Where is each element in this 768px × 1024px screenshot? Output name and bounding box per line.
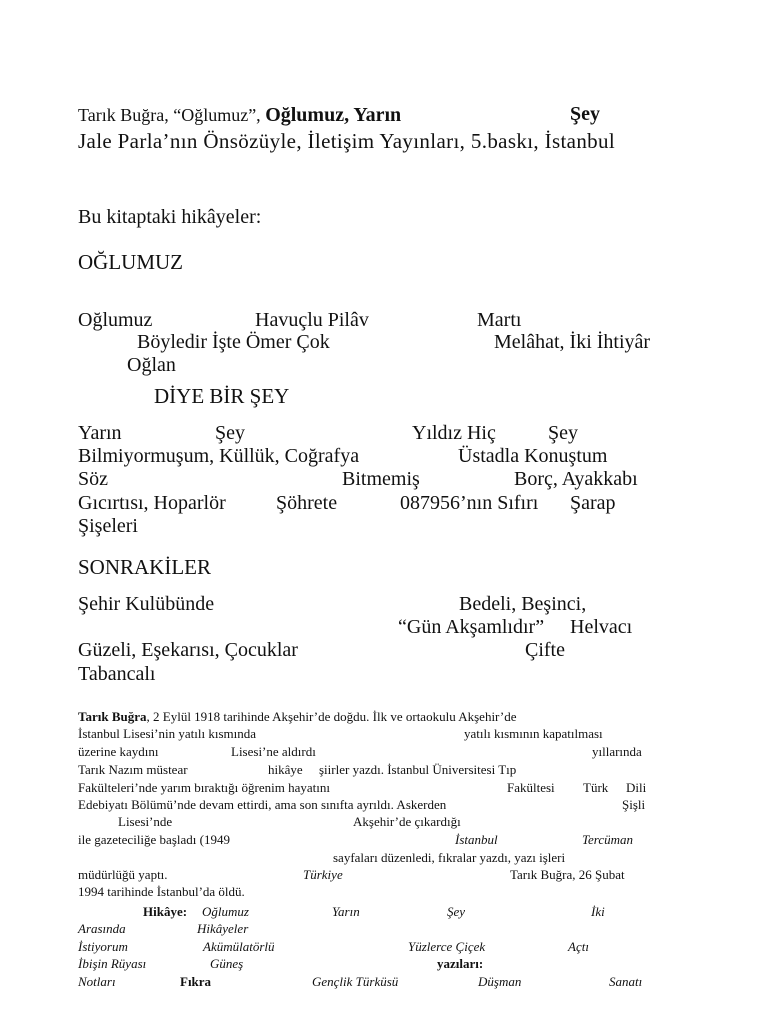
story-title: Şehir Kulübünde bbox=[78, 593, 215, 615]
section-heading-sonrakiler: SONRAKİLER bbox=[78, 555, 212, 579]
bio-text: ile gazeteciliğe başladı (1949 bbox=[78, 832, 230, 847]
works-hikaye-label: Hikâye: bbox=[143, 904, 188, 919]
story-title: Şey bbox=[215, 422, 245, 444]
story-title: Gıcırtısı, Hoparlör bbox=[78, 492, 226, 514]
story-title: Çifte bbox=[525, 639, 565, 661]
section-heading-ogulumuz: OĞLUMUZ bbox=[78, 250, 183, 274]
story-title: Bilmiyormuşum, Küllük, Coğrafya bbox=[78, 445, 360, 467]
story-title: Oğlan bbox=[127, 354, 176, 376]
works-fikra-label: Fıkra bbox=[180, 974, 212, 989]
bio-text: Türkiye bbox=[303, 867, 343, 882]
work-title: Arasında bbox=[78, 921, 126, 936]
story-title: Tabancalı bbox=[78, 663, 156, 685]
story-title: Havuçlu Pilâv bbox=[255, 309, 369, 331]
bio-text: İstanbul Lisesi’nin yatılı kısmında bbox=[78, 726, 257, 741]
bio-text: İstanbul bbox=[455, 832, 498, 847]
story-title: Şişeleri bbox=[78, 515, 138, 537]
bio-text: yıllarında bbox=[592, 744, 642, 759]
story-title: Güzeli, Eşekarısı, Çocuklar bbox=[78, 639, 298, 661]
bio-text: Edebiyatı Bölümü’nde devam ettirdi, ama son sınıfta ayrıldı. Askerden bbox=[78, 797, 447, 812]
bio-text: hikâye bbox=[268, 762, 303, 777]
bio-text: Fakülteleri’nde yarım bıraktığı öğrenim hayatını bbox=[78, 780, 330, 795]
work-title: İstiyorum bbox=[78, 939, 128, 954]
story-title: Şöhrete bbox=[276, 492, 338, 514]
story-title: Melâhat, İki İhtiyâr bbox=[494, 331, 651, 353]
story-title: Helvacı bbox=[570, 616, 633, 638]
bio-line-1 bbox=[78, 710, 516, 723]
work-title: Yarın bbox=[332, 904, 360, 919]
bio-text: Tarık Buğra, 26 Şubat bbox=[510, 867, 625, 882]
citation-author: Tarık Buğra, “Oğlumuz”, bbox=[78, 105, 266, 125]
bio-text: 1994 tarihinde İstanbul’da öldü. bbox=[78, 884, 245, 899]
work-title: Yüzlerce Çiçek bbox=[408, 939, 486, 954]
citation-line-2: Jale Parla’nın Önsözüyle, İletişim Yayınları, 5.baskı, İstanbul bbox=[78, 129, 616, 153]
citation-line-1 bbox=[78, 105, 401, 125]
book-title-sey: Şey bbox=[570, 103, 600, 125]
work-title: Düşman bbox=[478, 974, 522, 989]
bio-text: şiirler yazdı. İstanbul Üniversitesi Tıp bbox=[319, 762, 517, 777]
bio-text: Tarık Nazım müstear bbox=[78, 762, 188, 777]
work-title: Oğlumuz bbox=[202, 904, 249, 919]
story-title: Üstadla Konuştum bbox=[458, 445, 608, 467]
work-title: İbişin Rüyası bbox=[78, 956, 147, 971]
story-title: Böyledir İşte Ömer Çok bbox=[137, 331, 330, 353]
story-title: 087956’nın Sıfırı bbox=[400, 492, 539, 514]
bio-text: üzerine kaydını bbox=[78, 744, 159, 759]
story-title: “Gün Akşamlıdır” bbox=[398, 616, 545, 638]
bio-text: Türk bbox=[583, 780, 609, 795]
story-title: Borç, Ayakkabı bbox=[514, 468, 638, 490]
story-title: Martı bbox=[477, 309, 522, 331]
story-title: Şey bbox=[548, 422, 578, 444]
bio-text: müdürlüğü yaptı. bbox=[78, 867, 168, 882]
work-title: Açtı bbox=[568, 939, 589, 954]
work-title: Notları bbox=[78, 974, 116, 989]
bio-text: yatılı kısmının kapatılması bbox=[464, 726, 603, 741]
work-title: Güneş bbox=[210, 956, 244, 971]
story-title: Bedeli, Beşinci, bbox=[459, 593, 587, 615]
bio-text: Lisesi’nde bbox=[118, 814, 173, 829]
section-heading-diye-bir-sey: DİYE BİR ŞEY bbox=[154, 384, 290, 408]
bio-text: Şişli bbox=[622, 797, 646, 812]
story-title: Yıldız Hiç bbox=[412, 422, 496, 444]
story-title: Söz bbox=[78, 468, 108, 490]
work-title: Sanatı bbox=[609, 974, 643, 989]
story-title: Şarap bbox=[570, 492, 616, 514]
bio-text: , 2 Eylül 1918 tarihinde Akşehir’de doğdu. İlk ve ortaokulu Akşehir’de bbox=[146, 709, 517, 724]
story-title: Bitmemiş bbox=[342, 468, 420, 490]
bio-author-name: Tarık Buğra bbox=[78, 709, 147, 724]
bio-text: Dili bbox=[626, 780, 647, 795]
work-title: İki bbox=[591, 904, 605, 919]
work-title: Gençlik Türküsü bbox=[312, 974, 399, 989]
work-title: Akümülatörlü bbox=[203, 939, 275, 954]
book-title: Oğlumuz, Yarın bbox=[265, 104, 402, 126]
bio-text: Fakültesi bbox=[507, 780, 555, 795]
bio-text: Tercüman bbox=[582, 832, 634, 847]
works-yazilari-label: yazıları: bbox=[437, 956, 484, 971]
story-title: Oğlumuz bbox=[78, 309, 153, 331]
bio-text: Akşehir’de çıkardığı bbox=[353, 814, 461, 829]
bio-text: Lisesi’ne aldırdı bbox=[231, 744, 316, 759]
intro-text: Bu kitaptaki hikâyeler: bbox=[78, 206, 262, 228]
story-title: Yarın bbox=[78, 422, 122, 444]
work-title: Şey bbox=[447, 904, 466, 919]
bio-text: sayfaları düzenledi, fıkralar yazdı, yazı işleri bbox=[333, 850, 566, 865]
work-title: Hikâyeler bbox=[197, 921, 249, 936]
